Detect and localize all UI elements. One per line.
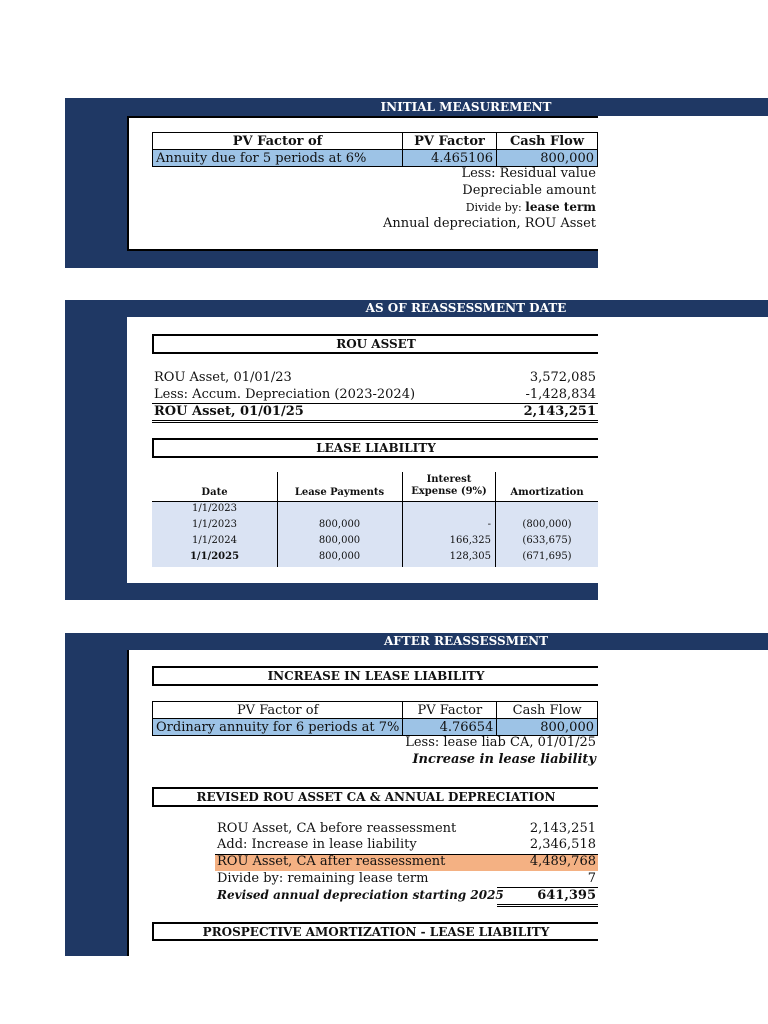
pv-row-factor: 4.465106 (403, 150, 497, 167)
lease-row-3-amortization: (633,675) (522, 535, 572, 546)
revised-row-label-2: Add: Increase in lease liability (217, 837, 417, 852)
rou-row-label-3: ROU Asset, 01/01/25 (154, 404, 304, 419)
divide-by-lease-term (466, 200, 596, 214)
rou-row-value-2: -1,428,834 (525, 387, 596, 402)
annual-depreciation: Annual depreciation, ROU Asset (382, 216, 596, 231)
after-left-band (65, 650, 127, 956)
reassessment-bottom-band (65, 583, 598, 600)
after-pv-row-cashflow: 800,000 (497, 719, 598, 736)
revised-row-label-1: ROU Asset, CA before reassessment (217, 821, 457, 836)
lease-col-amortization: Amortization (510, 487, 584, 498)
initial-pv-table (152, 132, 598, 167)
after-panel-border (127, 650, 129, 956)
lease-col-payments: Lease Payments (294, 487, 385, 498)
initial-left-band (65, 116, 127, 268)
prospective-amortization-header: PROSPECTIVE AMORTIZATION - LEASE LIABILITY (152, 922, 598, 941)
lease-row-2-payment: 800,000 (318, 519, 361, 530)
initial-section-title: INITIAL MEASUREMENT (380, 100, 552, 114)
lease-row-3-payment: 800,000 (318, 535, 361, 546)
after-pv-header-factor: PV Factor (403, 702, 497, 719)
rou-row-label-1: ROU Asset, 01/01/23 (154, 370, 292, 385)
pv-row-cashflow: 800,000 (497, 150, 598, 167)
pv-header-label: PV Factor of (153, 133, 403, 150)
rou-row-value-3: 2,143,251 (523, 404, 596, 419)
increase-in-lease-liability: Increase in lease liability (412, 752, 596, 767)
revised-row-value-2: 2,346,518 (529, 837, 596, 852)
divide-by-term: lease term (525, 200, 596, 214)
lease-schedule (152, 472, 598, 567)
lease-row-3-date: 1/1/2024 (192, 535, 237, 546)
lease-col-interest: Interest Expense (9%) (411, 474, 487, 497)
depreciable-amount: Depreciable amount (462, 183, 596, 198)
after-pv-table (152, 701, 598, 736)
divide-by-prefix: Divide by: (465, 201, 526, 214)
less-residual-value: Less: Residual value (461, 166, 596, 181)
revised-rou-header: REVISED ROU ASSET CA & ANNUAL DEPRECIATION (152, 787, 598, 807)
reassessment-left-band (65, 317, 127, 600)
less-lease-liab-ca: Less: lease liab CA, 01/01/25 (405, 735, 596, 750)
revised-total-double-line (497, 904, 598, 907)
after-pv-row-factor: 4.76654 (403, 719, 497, 736)
lease-header-line (152, 501, 598, 502)
revised-row-value-4: 7 (587, 871, 596, 886)
lease-row-2-amortization: (800,000) (522, 519, 572, 530)
lease-row-4-payment: 800,000 (318, 551, 361, 562)
after-pv-header-label: PV Factor of (153, 702, 403, 719)
increase-lease-liability-header: INCREASE IN LEASE LIABILITY (152, 666, 598, 686)
lease-row-4-interest: 128,305 (449, 551, 491, 562)
rou-row-label-2: Less: Accum. Depreciation (2023-2024) (154, 387, 416, 402)
revised-row-label-4: Divide by: remaining lease term (217, 871, 429, 886)
pv-header-factor: PV Factor (403, 133, 497, 150)
lease-row-4-amortization: (671,695) (522, 551, 572, 562)
lease-row-1-date: 1/1/2023 (192, 503, 237, 514)
revised-row-label-5: Revised annual depreciation starting 2025 (217, 888, 504, 902)
rou-total-double-line (152, 420, 598, 423)
pv-header-cashflow: Cash Flow (497, 133, 598, 150)
lease-row-2-interest: - (487, 519, 491, 530)
after-pv-header-cashflow: Cash Flow (497, 702, 598, 719)
pv-row-label: Annuity due for 5 periods at 6% (153, 150, 403, 167)
after-pv-row-label: Ordinary annuity for 6 periods at 7% (153, 719, 403, 736)
revised-row-value-5: 641,395 (537, 888, 596, 903)
after-section-title: AFTER REASSESSMENT (383, 634, 549, 648)
initial-bottom-band (65, 251, 598, 268)
reassessment-section-title: AS OF REASSESSMENT DATE (365, 301, 567, 315)
lease-row-4-date: 1/1/2025 (189, 551, 240, 562)
lease-liability-header: LEASE LIABILITY (152, 438, 598, 458)
lease-row-3-interest: 166,325 (449, 535, 491, 546)
lease-col-date: Date (201, 487, 228, 498)
rou-row-value-1: 3,572,085 (529, 370, 596, 385)
revised-row-label-3: ROU Asset, CA after reassessment (217, 854, 446, 869)
revised-row-value-1: 2,143,251 (529, 821, 596, 836)
revised-row-value-3: 4,489,768 (529, 854, 596, 869)
rou-asset-header: ROU ASSET (152, 334, 598, 354)
lease-row-2-date: 1/1/2023 (192, 519, 237, 530)
